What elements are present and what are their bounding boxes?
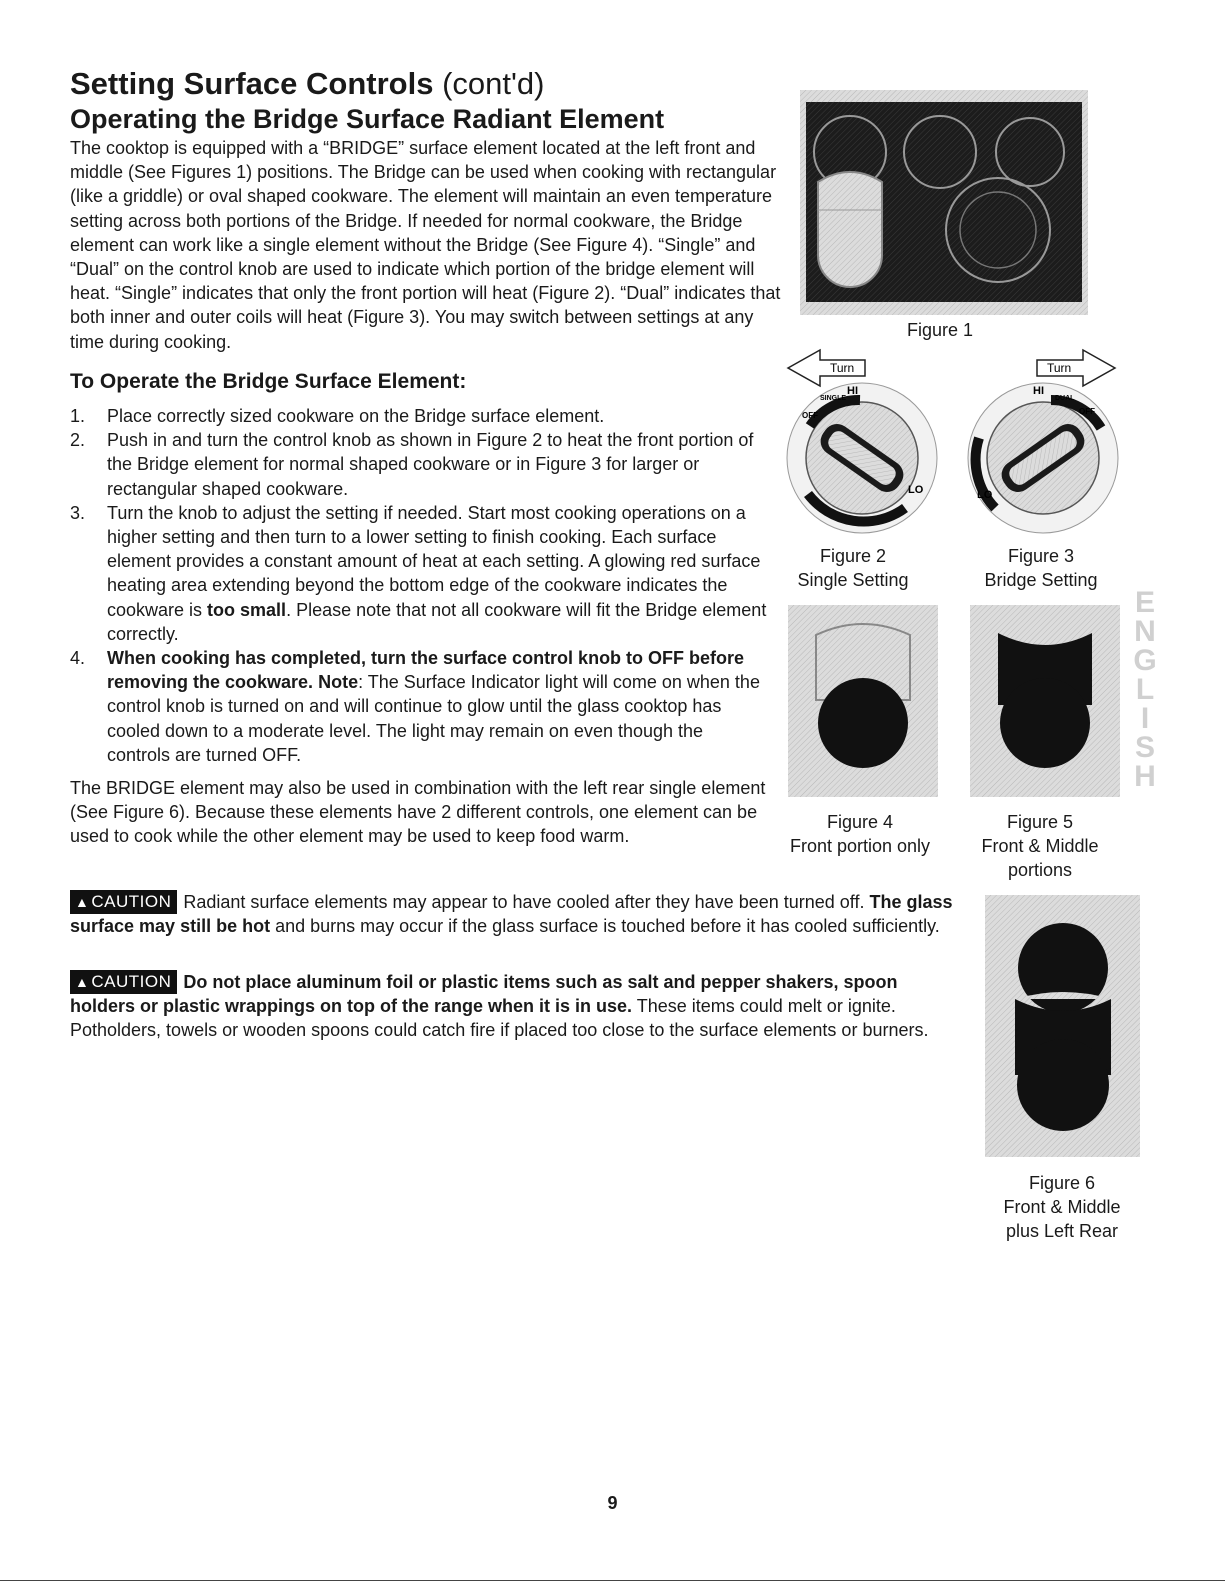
page-bottom-rule [0,1580,1225,1581]
svg-text:Turn: Turn [830,361,855,375]
caution-badge: ▲ CAUTION [70,890,177,914]
list-item [70,428,770,501]
figure-6-caption: Figure 6 [1028,1173,1096,1193]
figure-3-caption: Figure 3 [1007,546,1075,566]
caution-note-1 [70,890,960,938]
step-text: Place correctly sized cookware on the Bridge surface element. [107,406,605,426]
warning-triangle-icon: ▲ [75,894,90,910]
side-tab-letter: H [1134,760,1156,793]
page-title: Setting Surface Controls (cont'd) [70,66,545,101]
step-number: 2. [70,430,86,451]
step-number: 1. [70,406,86,426]
svg-text:LO: LO [977,489,993,501]
side-tab-letter: S [1134,731,1155,764]
list-item [70,646,770,767]
figure-5-subcaption-2: portions [1007,860,1073,880]
page-title-suffix: (cont'd) [442,66,545,101]
caution-note-2 [70,970,960,1043]
svg-text:DUAL: DUAL [1055,395,1075,402]
figure-2-caption: Figure 2 [819,546,887,566]
caution-text: and burns may occur if the glass surface is touched before it has cooled sufficiently. [270,916,940,937]
front-portion-figure [788,605,938,797]
intro-paragraph: The cooktop is equipped with a “BRIDGE” surface element located at the left front and middle (See Figures 1) positions. The Bridge can be used when cooking with rectangular (like a griddle) or oval shaped cookware. The element will maintain an even temperature setting across both portions of the Bridge. If needed for normal cookware, the Bridge element can work like a single element without the Bridge (See Figure 4). “Single” and “Dual” on the control knob are used to indicate which portion of the bridge element will heat. “Single” indicates that only the front portion will heat (Figure 2). “Dual” indicates that both inner and outer coils will heat (Figure 3). You may switch between settings at any time during cooking. [70,138,781,352]
caution-text: Radiant surface elements may appear to have cooled after they have been turned off. [183,892,870,912]
step-text: Push in and turn the control knob as shown in Figure 2 to heat the front portion of the Bridge element for normal shaped cookware or in Figure 3 for larger or rectangular shaped cookware. [107,430,754,499]
bridge-setting-knob-figure [955,338,1125,543]
caution-emphasis: Do not place aluminum foil or plastic items such as salt and pepper shakers, spoon holders or plastic wrappings on top of the range when it is in use. [70,972,898,1017]
note-label: Note [318,672,359,693]
emphasis-text: too small [207,599,287,620]
steps-list [70,404,770,767]
cooktop-figure [800,90,1088,315]
figure-6-subcaption-2: plus Left Rear [1005,1221,1119,1241]
front-middle-figure [970,605,1120,797]
svg-text:LO: LO [908,484,924,496]
warning-triangle-icon: ▲ [75,974,90,990]
figure-1-caption: Figure 1 [906,320,974,340]
list-item [70,501,770,646]
svg-text:OFF: OFF [802,411,818,420]
language-side-tab [1128,588,1162,791]
caution-badge: ▲ CAUTION [70,970,177,994]
figure-5-subcaption: Front & Middle [981,836,1099,856]
step-text: . Please note that not all cookware will fit the Bridge element correctly. [107,599,767,644]
figure-4-subcaption: Front portion only [789,836,931,856]
list-item [70,404,770,428]
side-tab-letter: E [1134,586,1155,619]
operate-heading: To Operate the Bridge Surface Element: [70,370,467,393]
front-middle-left-rear-figure [985,895,1140,1157]
step-number: 4. [70,648,86,669]
step-number: 3. [70,502,86,523]
figure-3-subcaption: Bridge Setting [984,570,1098,590]
caution-text: These items could melt or ignite. Potholders, towels or wooden spoons could catch fire if placed too close to the surface elements or burners. [70,996,929,1041]
side-tab-letter: I [1140,702,1150,735]
figure-6-subcaption: Front & Middle [1003,1197,1121,1217]
side-tab-letter: L [1135,673,1155,706]
side-tab-letter: G [1133,644,1157,677]
caution-emphasis: The glass surface may still be hot [70,892,953,937]
svg-text:HI: HI [847,385,858,397]
svg-text:OFF: OFF [1079,407,1095,416]
side-tab-letter: N [1134,615,1156,648]
svg-text:SINGLE: SINGLE [820,395,847,402]
svg-text:Turn: Turn [1047,361,1072,375]
single-setting-knob-figure [780,338,945,543]
combination-paragraph: The BRIDGE element may also be used in combination with the left rear single element (See Figure 6). Because these elements have 2 different controls, one element can be used to cook while the other element may be used to keep food warm. [70,778,766,847]
figure-2-subcaption: Single Setting [797,570,909,590]
step-text: : The Surface Indicator light will come on when the control knob is turned on and will continue to glow until the glass cooktop has cooled down to a moderate level. The light may remain on even though the controls are turned OFF. [107,672,760,765]
svg-text:HI: HI [1033,385,1044,397]
page-number: 9 [607,1493,618,1513]
section-title: Operating the Bridge Surface Radiant Element [70,104,665,134]
emphasis-text: When cooking has completed, turn the surface control knob to OFF before removing the cookware. [107,648,745,693]
figure-5-caption: Figure 5 [1006,812,1074,832]
step-text: Turn the knob to adjust the setting if needed. Start most cooking operations on a higher setting and then turn to a lower setting to finish cooking. Each surface element provides a constant amount of heat at each setting. A glowing red surface heating area extending beyond the bottom edge of the cookware indicates the cookware is [107,502,761,620]
figure-4-caption: Figure 4 [826,812,894,832]
